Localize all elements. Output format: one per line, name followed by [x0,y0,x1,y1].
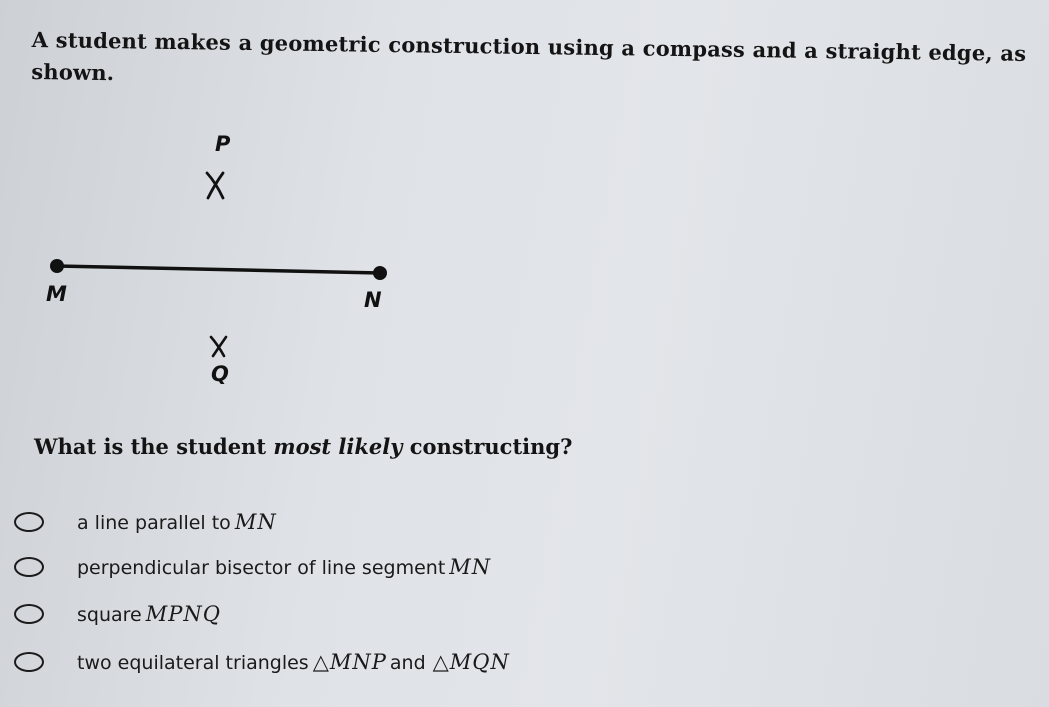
choice-label: perpendicular bisector of line segment MN [77,555,492,579]
question-emphasis: most likely [273,434,403,459]
choice-label: a line parallel to MN [77,510,277,534]
radio-button-icon[interactable] [14,652,44,672]
point-label-n: N [364,288,382,312]
question-prompt: A student makes a geometric construction using a compass and a straight edge, as shown. [31,26,1027,86]
choice-label: square MPNQ [77,602,221,626]
choice-option-1[interactable] [14,502,277,542]
arc-mark-q [211,337,226,356]
point-label-m: M [46,282,67,306]
choice-option-4[interactable] [14,642,510,682]
arc-mark-p [207,173,223,198]
question-text [34,434,572,459]
question-text-end: constructing? [402,434,573,459]
radio-button-icon[interactable] [14,557,44,577]
choice-option-2[interactable] [14,547,491,587]
point-label-p: P [215,132,231,156]
point-m-dot [50,259,64,273]
construction-figure [30,120,410,410]
choice-label: two equilateral triangles △MNP and △MQN [77,650,510,674]
point-n-dot [373,266,387,280]
radio-button-icon[interactable] [14,512,44,532]
radio-button-icon[interactable] [14,604,44,624]
question-text-start: What is the student [34,434,274,459]
point-label-q: Q [211,362,229,386]
choice-option-3[interactable] [14,594,221,634]
segment-mn [57,266,380,273]
